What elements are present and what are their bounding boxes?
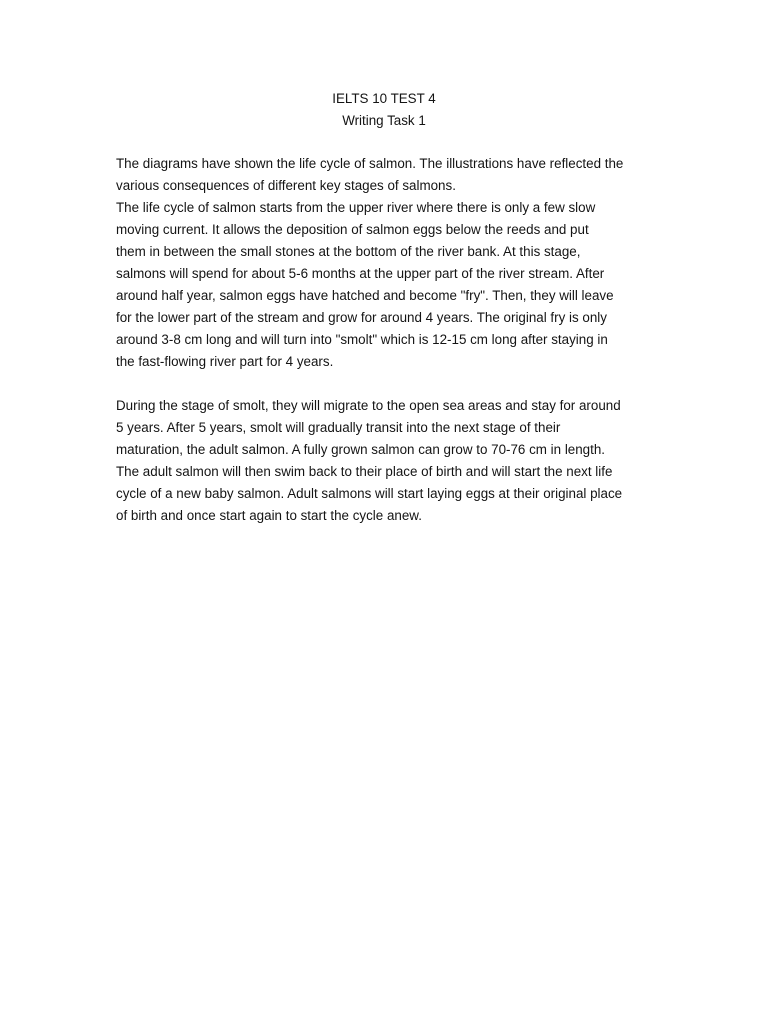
essay-body — [116, 153, 656, 527]
paragraph-smolt-stage: During the stage of smolt, they will migrate to the open sea areas and stay for around 5 years. After 5 years, smolt will gradually transit into the next stage of their maturation, the adult salmon. A fully grown salmon can grow to 70-76 cm in length. The adult salmon will then swim back to their place of birth and will start the next life cycle of a new baby salmon. Adult salmons will start laying eggs at their original place of birth and once start again to start the cycle anew. — [116, 398, 623, 523]
paragraph-life-cycle: The life cycle of salmon starts from the upper river where there is only a few slow moving current. It allows the deposition of salmon eggs below the reeds and put them in between the small stones at the bottom of the river bank. At this stage, salmons will spend for about 5-6 months at the upper part of the river stream. After around half year, salmon eggs have hatched and become "fry". Then, they will leave for the lower part of the stream and grow for around 4 years. The original fry is only around 3-8 cm long and will turn into "smolt" which is 12-15 cm long after staying in the fast-flowing river part for 4 years. — [116, 200, 614, 369]
document-title: IELTS 10 TEST 4 — [332, 91, 436, 106]
paragraph-spacer — [116, 373, 656, 395]
paragraph-intro: The diagrams have shown the life cycle of salmon. The illustrations have reflected the various consequences of different key stages of salmons. — [116, 156, 624, 193]
document-subtitle: Writing Task 1 — [342, 113, 426, 128]
